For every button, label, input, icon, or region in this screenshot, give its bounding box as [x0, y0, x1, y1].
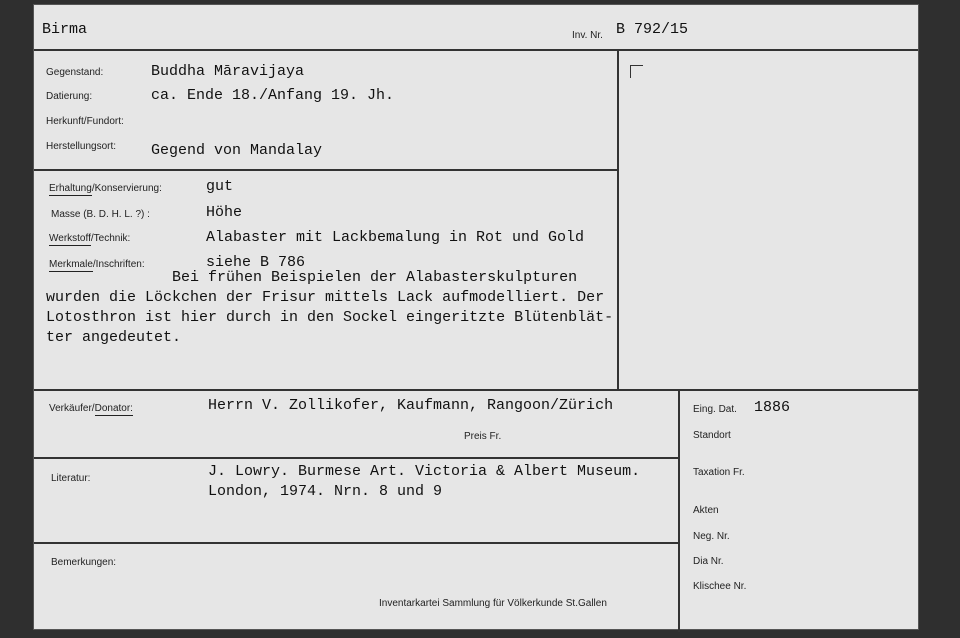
- merkmale-label-underlined: Merkmale: [49, 259, 93, 270]
- literatur-label: Literatur:: [51, 473, 91, 484]
- masse-label: Masse (B. D. H. L. ?) :: [51, 209, 150, 220]
- divider-verkaeufer-literatur: [34, 457, 679, 459]
- country-title: Birma: [42, 21, 88, 38]
- gegenstand-value: Buddha Māravijaya: [151, 63, 305, 80]
- werkstoff-value: Alabaster mit Lackbemalung in Rot und Gold: [206, 229, 585, 246]
- preis-label: Preis Fr.: [464, 431, 502, 442]
- divider-header: [34, 49, 918, 51]
- taxation-label: Taxation Fr.: [693, 467, 745, 478]
- herkunft-label: Herkunft/Fundort:: [46, 116, 124, 127]
- werkstoff-label-rest: /Technik:: [90, 233, 131, 244]
- footer-text: Inventarkartei Sammlung für Völkerkunde St.Gallen: [379, 598, 607, 609]
- datierung-value: ca. Ende 18./Anfang 19. Jh.: [151, 87, 395, 104]
- datierung-label: Datierung:: [46, 91, 93, 102]
- eingdat-value: 1886: [754, 399, 791, 416]
- werkstoff-label: [49, 233, 130, 244]
- klischee-label: Klischee Nr.: [693, 581, 747, 592]
- divider-sidebar: [678, 390, 680, 632]
- dianr-label: Dia Nr.: [693, 556, 724, 567]
- merkmale-label-rest: /Inschriften:: [92, 259, 145, 270]
- negnr-label: Neg. Nr.: [693, 531, 730, 542]
- masse-value: Höhe: [206, 204, 243, 221]
- erhaltung-value: gut: [206, 178, 234, 195]
- literatur-line1: J. Lowry. Burmese Art. Victoria & Albert Museum.: [208, 463, 641, 480]
- erhaltung-label-rest: /Konservierung:: [91, 183, 162, 194]
- gegenstand-label: Gegenstand:: [46, 67, 104, 78]
- divider-literatur-bemerkungen: [34, 542, 679, 544]
- verkaeufer-label-a: Verkäufer/: [49, 403, 95, 414]
- akten-label: Akten: [693, 505, 719, 516]
- bemerkungen-label: Bemerkungen:: [51, 557, 117, 568]
- divider-details-acquisition: [34, 389, 918, 391]
- merkmale-value: siehe B 786: [206, 254, 306, 271]
- photo-corner-mark: [630, 65, 643, 78]
- herstellungsort-label: Herstellungsort:: [46, 141, 117, 152]
- verkaeufer-label: [49, 403, 133, 414]
- donator-label-underlined: Donator:: [94, 403, 133, 414]
- eingdat-label: Eing. Dat.: [693, 404, 737, 415]
- werkstoff-label-underlined: Werkstoff: [49, 233, 91, 244]
- erhaltung-label: [49, 183, 162, 194]
- literatur-line2: London, 1974. Nrn. 8 und 9: [208, 483, 443, 500]
- herstellungsort-value: Gegend von Mandalay: [151, 142, 323, 159]
- description-text: Bei frühen Beispielen der Alabasterskulpturen wurden die Löckchen der Frisur mittels Lack aufmodelliert. Der Lotosthron ist hier durch in den Sockel eingeritzte Blütenblät- ter angedeutet.: [46, 269, 614, 346]
- inv-nr-label: Inv. Nr.: [572, 30, 603, 41]
- standort-label: Standort: [693, 430, 731, 441]
- erhaltung-label-underlined: Erhaltung: [49, 183, 92, 194]
- inventory-card: [33, 4, 919, 630]
- inv-nr-value: B 792/15: [616, 21, 689, 38]
- divider-object-details: [34, 169, 618, 171]
- verkaeufer-value: Herrn V. Zollikofer, Kaufmann, Rangoon/Zürich: [208, 397, 614, 414]
